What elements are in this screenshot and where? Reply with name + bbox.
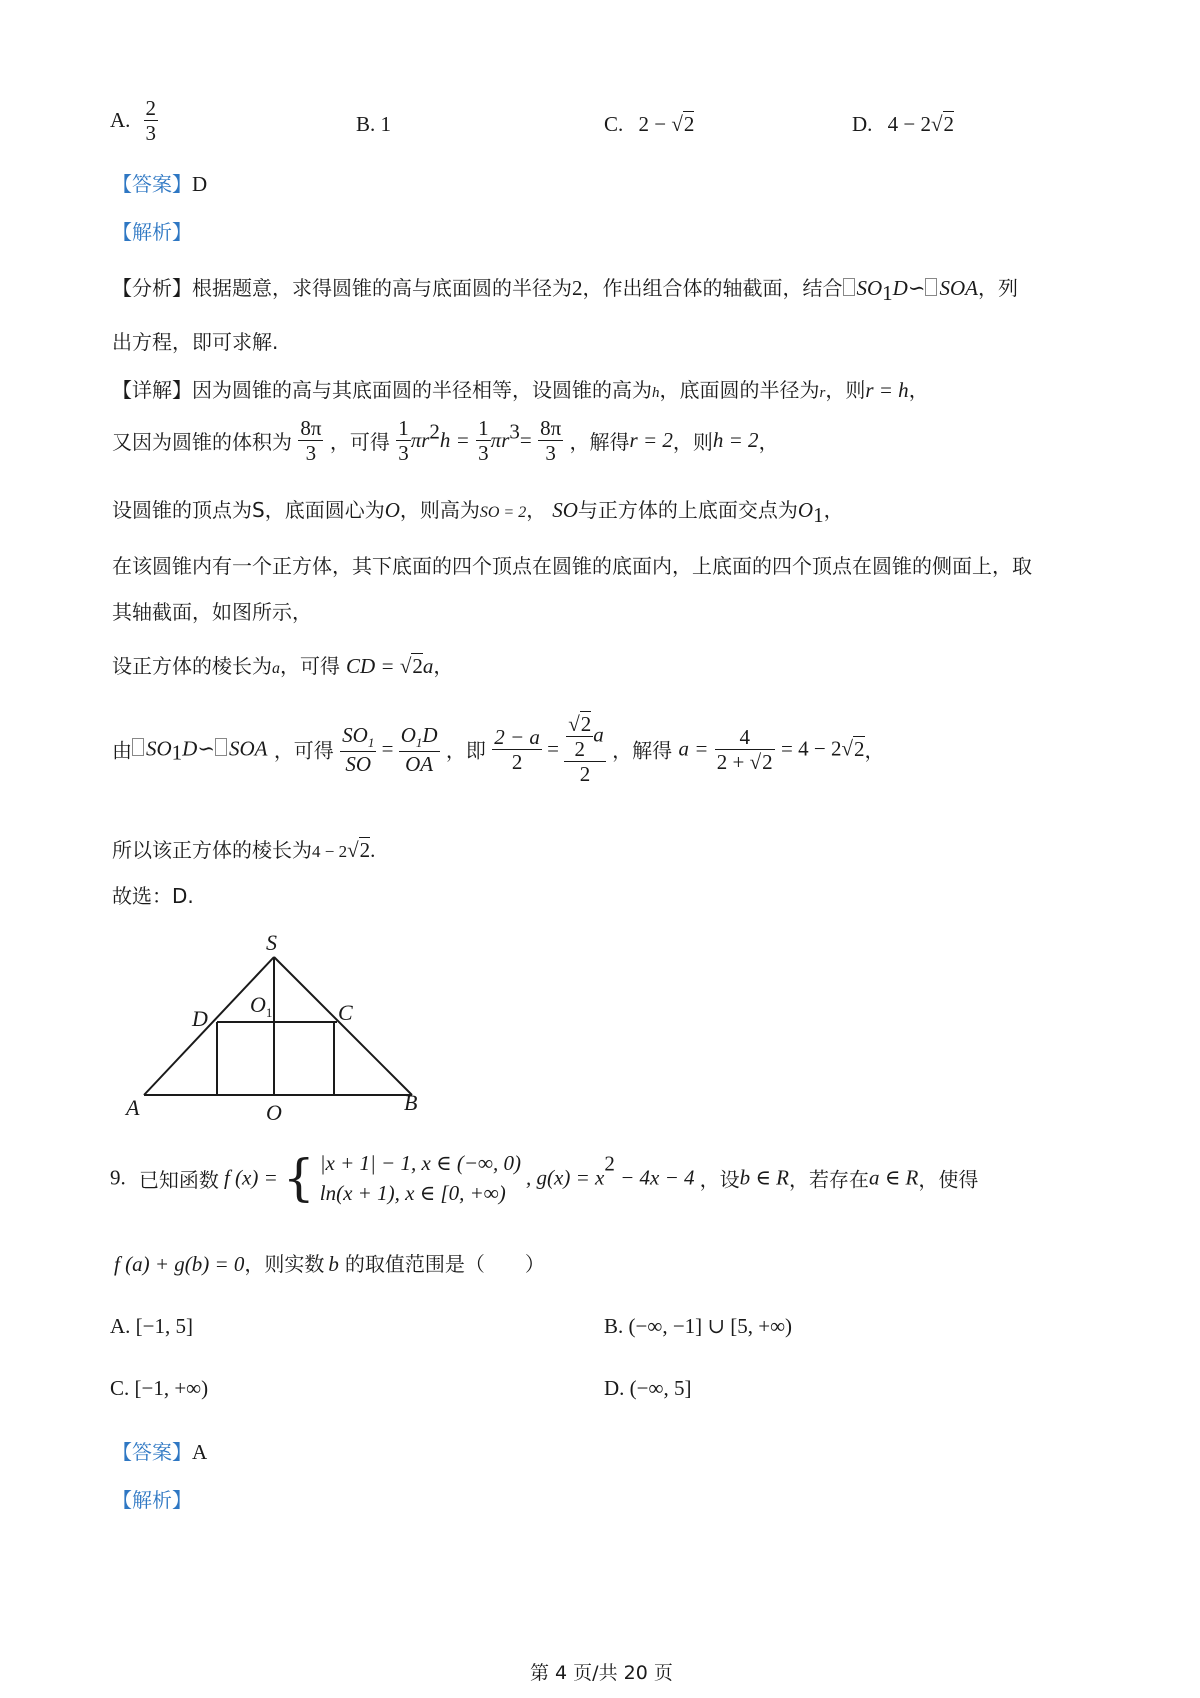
answer-9: 【答案】A (112, 1440, 208, 1464)
xiangjie-line3: 设圆锥的顶点为S，底面圆心为O，则高为SO = 2， SO与正方体的上底面交点为$O_1$， (112, 498, 844, 527)
piecewise-cases: |x + 1| − 1, x ∈ (−∞, 0) ln(x + 1), x ∈ [0, +∞) (319, 1151, 521, 1205)
q8-option-c: C. 2 − √2 (604, 112, 695, 136)
cone-cross-section-figure (120, 930, 440, 1130)
question-9: 9. 已知函数 f (x) = { |x + 1| − 1, x ∈ (−∞, 0) ln(x + 1), x ∈ [0, +∞) , $g(x) = x^2 - 4x - 4$ ，设b ∈ R，若存在a ∈ R，使得 (110, 1149, 979, 1207)
side-SB (274, 957, 412, 1095)
xiangjie-line2: 又因为圆锥的体积为 $\frac{8\pi}{3}$ ，可得 $\frac{1}{3}$ $\pi r^2h$ = $\frac{1}{3}$ $\pi r^3=$ $\frac{8\pi}{3}$ ，解得r = 2，则h = 2， (112, 416, 779, 466)
xiangjie-line6: 设正方体的棱长为a，可得 CD = √2a， (112, 654, 454, 678)
answer-8: 【答案】D (112, 172, 208, 196)
xiangjie-line5: 其轴截面，如图所示， (112, 600, 312, 624)
label-O: O (266, 1100, 282, 1125)
side-SA (144, 957, 274, 1095)
xiangjie-line1: 【详解】因为圆锥的高与其底面圆的半径相等，设圆锥的高为h，底面圆的半径为r，则r = h， (112, 378, 929, 402)
q9-option-b: B. (−∞, −1] ∪ [5, +∞) (604, 1314, 793, 1338)
piecewise-brace: { (282, 1149, 315, 1207)
fenxi-line2: 出方程，即可求解. (112, 330, 279, 354)
xiangjie-line8: 所以该正方体的棱长为4 − 2√2. (112, 838, 376, 862)
q8-option-a (110, 96, 158, 145)
q9-option-d: D. (−∞, 5] (604, 1376, 692, 1400)
fenxi-line1: 【分析】根据题意，求得圆锥的高与底面圆的半径为2，作出组合体的轴截面，结合 $SO_1D∽$ SOA，列 (112, 276, 1018, 305)
xiangjie-line4: 在该圆锥内有一个正方体，其下底面的四个顶点在圆锥的底面内，上底面的四个顶点在圆锥的侧面上，取 (112, 554, 1032, 578)
question-9-line2: f (a) + g(b) = 0，则实数 b 的取值范围是（ ） (114, 1252, 545, 1276)
label-S: S (266, 930, 277, 955)
question-9-number: 9. (110, 1165, 126, 1190)
q9-option-c: C. [−1, +∞) (110, 1376, 209, 1400)
q8-option-d: D. 4 − 2√2 (852, 112, 955, 136)
jiexi-tag-8: 【解析】 (112, 220, 192, 244)
q8-option-a-label: A. (110, 108, 131, 133)
q8-option-b: B. 1 (356, 112, 392, 136)
label-D: D (192, 1006, 208, 1031)
xiangjie-line7: 由 $SO_1D∽$ SOA ，可得 $\frac{SO_1}{SO}$ = $\frac{O_1D}{OA}$ ，即 $\frac{2 - a}{2}$ = $\frac{√2}{2}$ a 2 ，解得 a = $\frac{4}{2 + √2}$ = 4 − 2√2， (112, 712, 885, 787)
answer-tag: 【答案】 (112, 172, 192, 196)
label-C: C (338, 1000, 353, 1025)
q8-option-a-fraction: $\frac{2}{3}$ (145, 96, 157, 146)
xiangjie-line9: 故选：D. (112, 884, 194, 908)
label-B: B (404, 1090, 418, 1115)
label-A: A (126, 1095, 140, 1120)
label-O1: $O_1$ (250, 992, 273, 1020)
q9-option-a: A. [−1, 5] (110, 1314, 193, 1338)
jiexi-tag-9: 【解析】 (112, 1488, 192, 1512)
page-footer: 第 4 页/共 20 页 (530, 1662, 673, 1684)
